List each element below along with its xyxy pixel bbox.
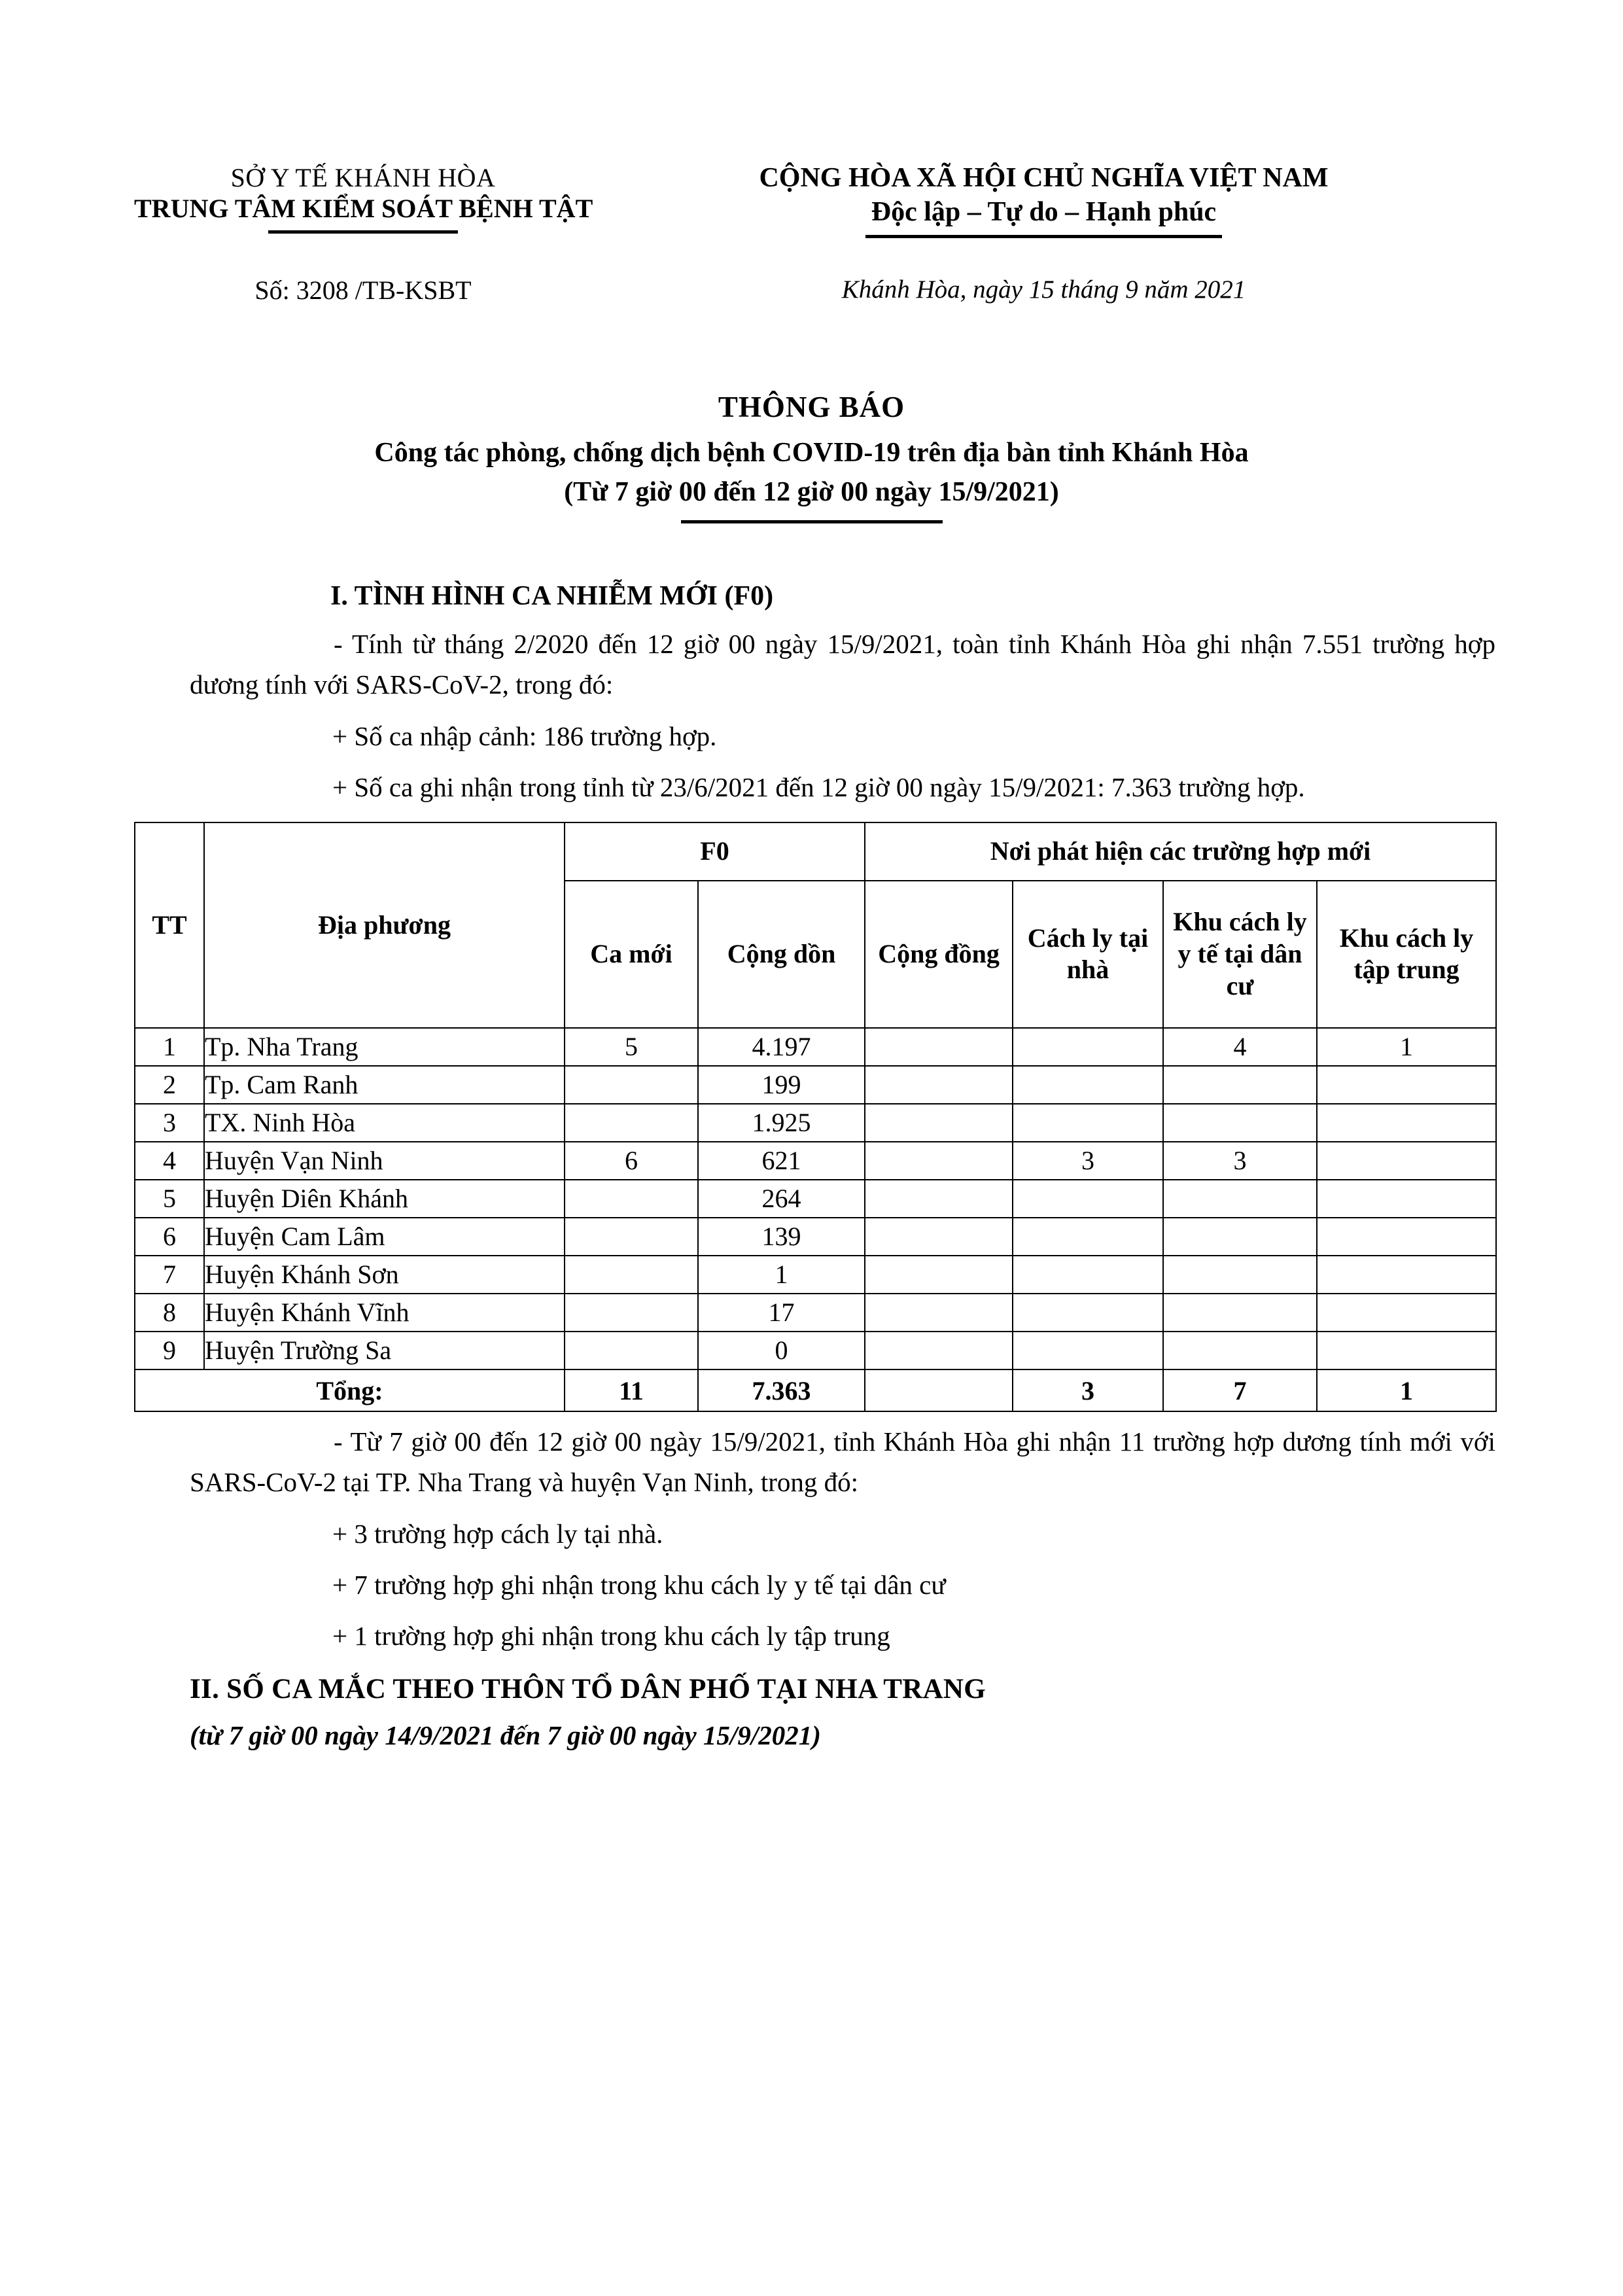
section-two-heading: II. SỐ CA MẮC THEO THÔN TỔ DÂN PHỐ TẠI NHA TRANG: [190, 1673, 986, 1704]
page-title: THÔNG BÁO: [718, 391, 905, 424]
locality-cell: Huyện Khánh Vĩnh: [204, 1294, 565, 1332]
col-header-tt: TT: [135, 822, 204, 1028]
total-home-quarantine-cell: 3: [1013, 1369, 1163, 1411]
table-total-row: [135, 1369, 1496, 1411]
issuing-organization-block: [134, 162, 592, 238]
centralized-quarantine-cell: [1317, 1256, 1496, 1294]
home-quarantine-cell: [1013, 1028, 1163, 1066]
col-header-locality: Địa phương: [204, 822, 565, 1028]
table-row: [135, 1104, 1496, 1142]
home-quarantine-cell: [1013, 1104, 1163, 1142]
community-cell: [865, 1142, 1013, 1180]
medical-residential-quarantine-cell: [1163, 1180, 1317, 1218]
centralized-quarantine-cell: [1317, 1332, 1496, 1369]
new-cases-cell: [565, 1218, 698, 1256]
section-one-paragraph-2: + Số ca nhập cảnh: 186 trường hợp.: [332, 720, 717, 751]
table-row: [135, 1294, 1496, 1332]
centralized-quarantine-cell: [1317, 1066, 1496, 1104]
cumulative-cell: 1.925: [698, 1104, 865, 1142]
cumulative-cell: 0: [698, 1332, 865, 1369]
table-row: [135, 1218, 1496, 1256]
community-cell: [865, 1028, 1013, 1066]
new-cases-cell: 5: [565, 1028, 698, 1066]
title-subtitle-line2: (Từ 7 giờ 00 đến 12 giờ 00 ngày 15/9/2021): [564, 477, 1059, 508]
document-header: [0, 0, 1623, 238]
home-quarantine-cell: 3: [1013, 1142, 1163, 1180]
closing-bullet-3: + 1 trường hợp ghi nhận trong khu cách ly tập trung: [332, 1621, 890, 1651]
col-header-medical-residential-quarantine: Khu cách ly y tế tại dân cư: [1163, 881, 1317, 1029]
col-header-cumulative: Cộng dồn: [698, 881, 865, 1029]
locality-cell: Huyện Vạn Ninh: [204, 1142, 565, 1180]
total-cumulative-cell: 7.363: [698, 1369, 865, 1411]
cumulative-cell: 1: [698, 1256, 865, 1294]
tt-cell: 3: [135, 1104, 204, 1142]
cases-table-container: [0, 822, 1623, 1412]
document-title-block: [0, 388, 1623, 523]
cumulative-cell: 264: [698, 1180, 865, 1218]
table-head: [135, 822, 1496, 1028]
closing-body: [0, 1421, 1623, 1754]
medical-residential-quarantine-cell: [1163, 1066, 1317, 1104]
col-group-header-f0: F0: [565, 822, 865, 880]
tt-cell: 7: [135, 1256, 204, 1294]
new-cases-cell: [565, 1066, 698, 1104]
col-header-centralized-quarantine: Khu cách ly tập trung: [1317, 881, 1496, 1029]
community-cell: [865, 1256, 1013, 1294]
table-body: [135, 1028, 1496, 1369]
document-subheader: [0, 275, 1623, 306]
cumulative-cell: 4.197: [698, 1028, 865, 1066]
closing-bullet-2: + 7 trường hợp ghi nhận trong khu cách ly y tế tại dân cư: [332, 1570, 946, 1600]
locality-cell: Huyện Cam Lâm: [204, 1218, 565, 1256]
document-number: Số: 3208 /TB-KSBT: [254, 275, 472, 306]
community-cell: [865, 1332, 1013, 1369]
community-cell: [865, 1104, 1013, 1142]
centralized-quarantine-cell: 1: [1317, 1028, 1496, 1066]
title-underline: [681, 520, 943, 523]
new-cases-cell: 6: [565, 1142, 698, 1180]
tt-cell: 1: [135, 1028, 204, 1066]
section-one-paragraph-3: + Số ca ghi nhận trong tỉnh từ 23/6/2021 đến 12 giờ 00 ngày 15/9/2021: 7.363 trường hợp.: [332, 771, 1305, 802]
medical-residential-quarantine-cell: 3: [1163, 1142, 1317, 1180]
total-new-cases-cell: 11: [565, 1369, 698, 1411]
home-quarantine-cell: [1013, 1218, 1163, 1256]
tt-cell: 9: [135, 1332, 204, 1369]
national-motto-underline: [865, 235, 1222, 238]
organization-underline: [268, 230, 458, 234]
home-quarantine-cell: [1013, 1294, 1163, 1332]
national-heading-block: [592, 162, 1495, 238]
section-two-subheading: (từ 7 giờ 00 ngày 14/9/2021 đến 7 giờ 00 ngày 15/9/2021): [190, 1720, 821, 1750]
title-subtitle-line1: Công tác phòng, chống dịch bệnh COVID-19 trên địa bàn tỉnh Khánh Hòa: [374, 437, 1249, 468]
place-and-date: Khánh Hòa, ngày 15 tháng 9 năm 2021: [841, 275, 1246, 304]
section-one-paragraph-1: - Tính từ tháng 2/2020 đến 12 giờ 00 ngày 15/9/2021, toàn tỉnh Khánh Hòa ghi nhận 7.551 trường hợp dương tính với SARS-CoV-2, trong đó:: [190, 628, 1495, 700]
closing-bullet-1: + 3 trường hợp cách ly tại nhà.: [332, 1518, 663, 1549]
tt-cell: 2: [135, 1066, 204, 1104]
tt-cell: 6: [135, 1218, 204, 1256]
locality-cell: Huyện Khánh Sơn: [204, 1256, 565, 1294]
total-community-cell: [865, 1369, 1013, 1411]
medical-residential-quarantine-cell: [1163, 1218, 1317, 1256]
cumulative-cell: 17: [698, 1294, 865, 1332]
new-cases-cell: [565, 1294, 698, 1332]
centralized-quarantine-cell: [1317, 1294, 1496, 1332]
col-header-home-quarantine: Cách ly tại nhà: [1013, 881, 1163, 1029]
new-cases-cell: [565, 1332, 698, 1369]
medical-residential-quarantine-cell: 4: [1163, 1028, 1317, 1066]
medical-residential-quarantine-cell: [1163, 1104, 1317, 1142]
total-label-cell: Tổng:: [135, 1369, 565, 1411]
medical-residential-quarantine-cell: [1163, 1256, 1317, 1294]
locality-cell: Tp. Nha Trang: [204, 1028, 565, 1066]
table-foot: [135, 1369, 1496, 1411]
total-medical-residential-quarantine-cell: 7: [1163, 1369, 1317, 1411]
home-quarantine-cell: [1013, 1180, 1163, 1218]
col-header-new-cases: Ca mới: [565, 881, 698, 1029]
tt-cell: 8: [135, 1294, 204, 1332]
table-header-row-1: [135, 822, 1496, 880]
medical-residential-quarantine-cell: [1163, 1294, 1317, 1332]
department-name: SỞ Y TẾ KHÁNH HÒA: [230, 163, 496, 192]
national-motto: Độc lập – Tự do – Hạnh phúc: [871, 196, 1217, 227]
community-cell: [865, 1180, 1013, 1218]
country-name: CỘNG HÒA XÃ HỘI CHỦ NGHĨA VIỆT NAM: [759, 163, 1329, 193]
tt-cell: 4: [135, 1142, 204, 1180]
community-cell: [865, 1066, 1013, 1104]
total-centralized-quarantine-cell: 1: [1317, 1369, 1496, 1411]
centralized-quarantine-cell: [1317, 1142, 1496, 1180]
cumulative-cell: 621: [698, 1142, 865, 1180]
community-cell: [865, 1294, 1013, 1332]
center-name: TRUNG TÂM KIỂM SOÁT BỆNH TẬT: [134, 194, 593, 224]
cumulative-cell: 139: [698, 1218, 865, 1256]
locality-cell: Tp. Cam Ranh: [204, 1066, 565, 1104]
home-quarantine-cell: [1013, 1066, 1163, 1104]
table-row: [135, 1180, 1496, 1218]
col-group-header-discovery: Nơi phát hiện các trường hợp mới: [865, 822, 1496, 880]
centralized-quarantine-cell: [1317, 1180, 1496, 1218]
new-cases-cell: [565, 1104, 698, 1142]
table-row: [135, 1332, 1496, 1369]
community-cell: [865, 1218, 1013, 1256]
col-header-community: Cộng đồng: [865, 881, 1013, 1029]
locality-cell: TX. Ninh Hòa: [204, 1104, 565, 1142]
locality-cell: Huyện Trường Sa: [204, 1332, 565, 1369]
cumulative-cell: 199: [698, 1066, 865, 1104]
table-row: [135, 1066, 1496, 1104]
section-one-heading: I. TÌNH HÌNH CA NHIỄM MỚI (F0): [330, 581, 774, 612]
locality-cell: Huyện Diên Khánh: [204, 1180, 565, 1218]
medical-residential-quarantine-cell: [1163, 1332, 1317, 1369]
home-quarantine-cell: [1013, 1332, 1163, 1369]
table-row: [135, 1028, 1496, 1066]
tt-cell: 5: [135, 1180, 204, 1218]
new-cases-cell: [565, 1180, 698, 1218]
centralized-quarantine-cell: [1317, 1218, 1496, 1256]
home-quarantine-cell: [1013, 1256, 1163, 1294]
table-row: [135, 1142, 1496, 1180]
closing-paragraph-1: - Từ 7 giờ 00 đến 12 giờ 00 ngày 15/9/2021, tỉnh Khánh Hòa ghi nhận 11 trường hợp dương tính mới với SARS-CoV-2 tại TP. Nha Trang và huyện Vạn Ninh, trong đó:: [190, 1426, 1495, 1498]
new-cases-cell: [565, 1256, 698, 1294]
section-one-body: [0, 578, 1623, 807]
centralized-quarantine-cell: [1317, 1104, 1496, 1142]
table-row: [135, 1256, 1496, 1294]
cases-by-locality-table: [134, 822, 1497, 1412]
